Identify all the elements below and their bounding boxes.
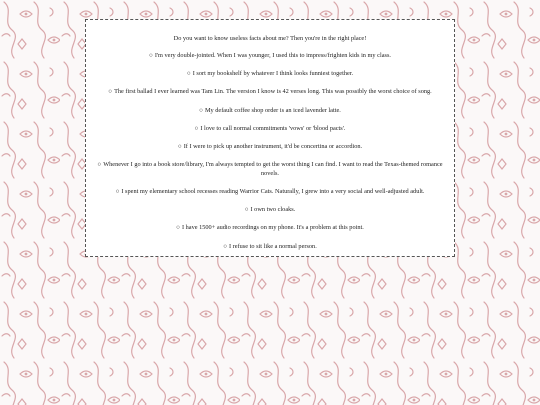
bullet-icon: ○ [194, 124, 199, 132]
bullet-icon: ○ [108, 88, 113, 96]
bullet-icon: ○ [186, 70, 191, 78]
bullet-icon: ○ [97, 160, 102, 168]
bullet-icon: ○ [199, 106, 203, 114]
facts-box [85, 19, 455, 257]
list-item: ○ Whenever I go into a book store/library, I'm always tempted to get the worst thing I can find. I want to read the Texas-themed romance novels. [97, 160, 443, 177]
list-item: ○ I own two cloaks. [244, 206, 296, 214]
list-item: ○ The first ballad I ever learned was Tam Lin. The version I know is 42 verses long. This was possibly the worst choice of song. [108, 88, 432, 96]
list-item: ○ I spent my elementary school recesses reading Warrior Cats. Naturally, I grew into a very social and well-adjusted adult. [115, 188, 425, 196]
list-item: ○ I love to call normal commitments 'vows' or 'blood pacts'. [194, 124, 346, 132]
bullet-icon: ○ [115, 188, 120, 196]
bullet-icon: ○ [223, 242, 227, 250]
intro-text: Do you want to know useless facts about me? Then you're in the right place! [173, 35, 367, 42]
bullet-icon: ○ [244, 206, 249, 214]
list-item: ○ I sort my bookshelf by whatever I think looks funniest together. [186, 70, 354, 78]
list-item: ○ I have 1500+ audio recordings on my phone. It's a problem at this point. [176, 224, 364, 232]
facts-list [96, 51, 444, 251]
bullet-icon: ○ [149, 52, 153, 60]
list-item: ○ I refuse to sit like a normal person. [223, 242, 317, 250]
list-item: ○ My default coffee shop order is an iced lavender latte. [199, 106, 341, 114]
bullet-icon: ○ [176, 224, 180, 232]
list-item: ○ I'm very double-jointed. When I was younger, I used this to impress/frighten kids in my class. [149, 52, 391, 60]
bullet-icon: ○ [177, 142, 182, 150]
list-item: ○ If I were to pick up another instrument, it'd be concertina or accordion. [177, 142, 363, 150]
